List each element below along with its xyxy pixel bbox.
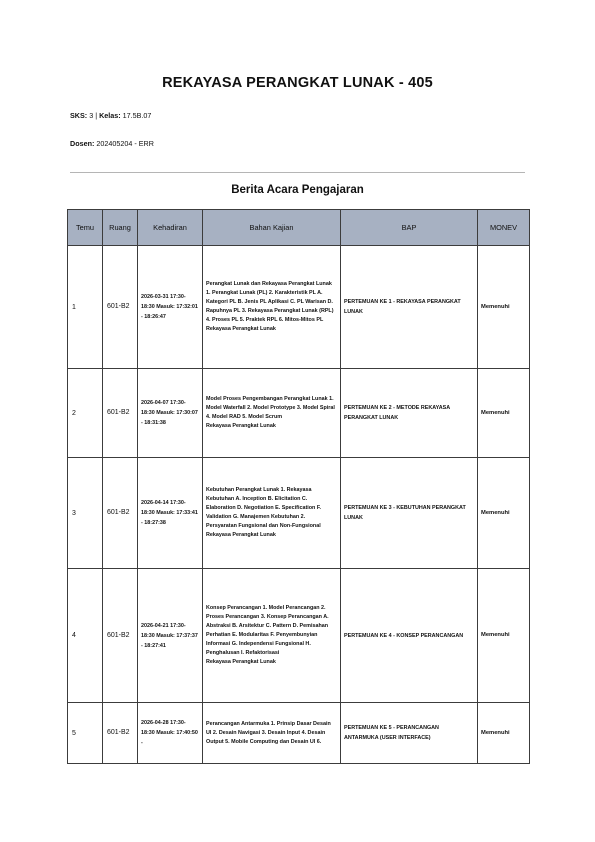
table-row bbox=[68, 569, 530, 703]
cell-temu: 3 bbox=[68, 458, 103, 569]
col-header-kehadiran: Kehadiran bbox=[138, 210, 203, 246]
dosen-label: Dosen: bbox=[70, 139, 95, 148]
cell-ruang: 601-B2 bbox=[103, 369, 138, 458]
cell-bap: PERTEMUAN KE 3 - KEBUTUHAN PERANGKAT LUNAK bbox=[341, 458, 478, 569]
table-row bbox=[68, 369, 530, 458]
col-header-bahan-kajian: Bahan Kajian bbox=[203, 210, 341, 246]
cell-bahan-kajian bbox=[203, 369, 341, 458]
bahan-kajian-text: Perancangan Antarmuka 1. Prinsip Dasar Desain UI 2. Desain Navigasi 3. Desain Input 4. Desain Output 5. Mobile Computing dan Desain UI 6. bbox=[206, 720, 331, 745]
teaching-record-table bbox=[67, 209, 530, 764]
bahan-kajian-subject: Rekayasa Perangkat Lunak bbox=[206, 659, 276, 665]
cell-monev: Memenuhi bbox=[478, 703, 530, 764]
bahan-kajian-subject: Rekayasa Perangkat Lunak bbox=[206, 423, 276, 429]
cell-monev: Memenuhi bbox=[478, 369, 530, 458]
cell-ruang: 601-B2 bbox=[103, 569, 138, 703]
cell-ruang: 601-B2 bbox=[103, 246, 138, 369]
cell-monev: Memenuhi bbox=[478, 569, 530, 703]
lecturer-line bbox=[70, 139, 154, 148]
sks-value: 3 bbox=[89, 111, 94, 120]
kelas-label: Kelas: bbox=[99, 111, 121, 120]
cell-bahan-kajian bbox=[203, 703, 341, 764]
table-header-row bbox=[68, 210, 530, 246]
dosen-value: 202405204 - ERR bbox=[96, 139, 154, 148]
cell-temu: 5 bbox=[68, 703, 103, 764]
cell-bahan-kajian bbox=[203, 458, 341, 569]
bahan-kajian-text: Perangkat Lunak dan Rekayasa Perangkat Lunak 1. Perangkat Lunak (PL) 2. Karakteristik PL A. Kategori PL B. Jenis PL Aplikasi C. PL Warisan D. Rapuhnya PL 3. Rekayasa Perangkat Lunak (RPL) 4. Proses PL 5. Praktek RPL 6. Mitos-Mitos PL bbox=[206, 281, 334, 323]
cell-bap: PERTEMUAN KE 2 - METODE REKAYASA PERANGKAT LUNAK bbox=[341, 369, 478, 458]
cell-kehadiran: 2026-03-31 17:30-18:30 Masuk: 17:32:01 - 18:26:47 bbox=[138, 246, 203, 369]
cell-bap: PERTEMUAN KE 5 - PERANCANGAN ANTARMUKA (USER INTERFACE) bbox=[341, 703, 478, 764]
course-meta-line bbox=[70, 111, 151, 120]
cell-kehadiran: 2026-04-28 17:30-18:30 Masuk: 17:40:50 - bbox=[138, 703, 203, 764]
cell-bap: PERTEMUAN KE 4 - KONSEP PERANCANGAN bbox=[341, 569, 478, 703]
bahan-kajian-text: Kebutuhan Perangkat Lunak 1. Rekayasa Kebutuhan A. Inception B. Elicitation C. Elaboration D. Negotiation E. Specification F. Validation G. Manajemen Kebutuhan 2. Persyaratan Fungsional dan Non-Fungsional bbox=[206, 487, 322, 529]
col-header-bap: BAP bbox=[341, 210, 478, 246]
table-row bbox=[68, 458, 530, 569]
page-title: REKAYASA PERANGKAT LUNAK - 405 bbox=[162, 75, 433, 91]
cell-bap: PERTEMUAN KE 1 - REKAYASA PERANGKAT LUNAK bbox=[341, 246, 478, 369]
cell-kehadiran: 2026-04-14 17:30-18:30 Masuk: 17:33:41 - 18:27:38 bbox=[138, 458, 203, 569]
bahan-kajian-text: Konsep Perancangan 1. Model Perancangan 2. Proses Perancangan 3. Konsep Perancangan A. Abstraksi B. Arsitektur C. Pattern D. Pemisahan Perhatian E. Modularitas F. Penyembunyian Informasi G. Independensi Fungsional H. Penghalusan I. Refaktorisasi bbox=[206, 605, 329, 656]
meta-separator: | bbox=[95, 111, 98, 120]
section-title: Berita Acara Pengajaran bbox=[231, 184, 364, 196]
sks-label: SKS: bbox=[70, 111, 88, 120]
cell-monev: Memenuhi bbox=[478, 458, 530, 569]
cell-kehadiran: 2026-04-21 17:30-18:30 Masuk: 17:37:37 - 18:27:41 bbox=[138, 569, 203, 703]
kelas-value: 17.5B.07 bbox=[122, 111, 152, 120]
divider bbox=[70, 172, 525, 173]
cell-temu: 1 bbox=[68, 246, 103, 369]
bahan-kajian-text: Model Proses Pengembangan Perangkat Lunak 1. Model Waterfall 2. Model Prototype 3. Model Spiral 4. Model RAD 5. Model Scrum bbox=[206, 396, 335, 420]
cell-bahan-kajian bbox=[203, 569, 341, 703]
table-row bbox=[68, 703, 530, 764]
col-header-ruang: Ruang bbox=[103, 210, 138, 246]
bahan-kajian-subject: Rekayasa Perangkat Lunak bbox=[206, 532, 276, 538]
cell-temu: 2 bbox=[68, 369, 103, 458]
table-row bbox=[68, 246, 530, 369]
cell-ruang: 601-B2 bbox=[103, 703, 138, 764]
col-header-monev: MONEV bbox=[478, 210, 530, 246]
cell-ruang: 601-B2 bbox=[103, 458, 138, 569]
bahan-kajian-subject: Rekayasa Perangkat Lunak bbox=[206, 326, 276, 332]
col-header-temu: Temu bbox=[68, 210, 103, 246]
cell-bahan-kajian bbox=[203, 246, 341, 369]
cell-monev: Memenuhi bbox=[478, 246, 530, 369]
cell-kehadiran: 2026-04-07 17:30-18:30 Masuk: 17:30:07 - 18:31:38 bbox=[138, 369, 203, 458]
cell-temu: 4 bbox=[68, 569, 103, 703]
